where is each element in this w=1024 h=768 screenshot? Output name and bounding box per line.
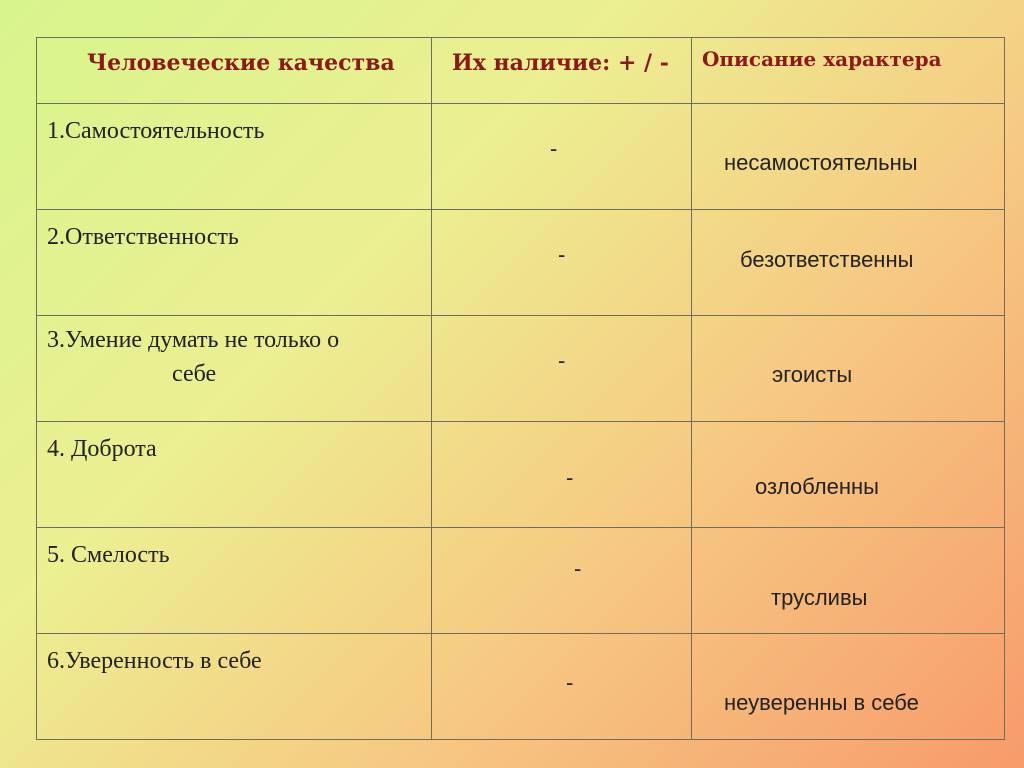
quality-cell (37, 210, 432, 316)
table-row (37, 210, 1005, 316)
quality-cell (37, 104, 432, 210)
table-row (37, 528, 1005, 634)
quality-text: 1.Самостоятельность (47, 118, 265, 144)
description-text: неуверенны в себе (724, 690, 919, 715)
description-cell (692, 422, 1005, 528)
quality-text-line: 3.Умение думать не только о (47, 327, 340, 353)
presence-text: - (558, 348, 566, 373)
description-cell (692, 104, 1005, 210)
quality-cell (37, 528, 432, 634)
presence-cell (432, 104, 692, 210)
description-cell (692, 528, 1005, 634)
presence-cell (432, 634, 692, 740)
description-text: несамостоятельны (724, 150, 918, 175)
quality-text: 4. Доброта (47, 436, 157, 462)
presence-cell (432, 528, 692, 634)
quality-text: 5. Смелость (47, 542, 170, 568)
table-header-row (37, 38, 1005, 104)
quality-text: 6.Уверенность в себе (47, 648, 262, 674)
presence-text: - (566, 465, 574, 490)
quality-text (37, 316, 431, 391)
header-presence-cell (432, 38, 692, 104)
table-row (37, 104, 1005, 210)
header-presence: Их наличие: + / - (452, 50, 669, 76)
description-cell (692, 634, 1005, 740)
description-text: озлобленны (755, 474, 879, 499)
table-row (37, 634, 1005, 740)
presence-cell (432, 422, 692, 528)
qualities-table (36, 37, 1005, 740)
header-description: Описание характера (702, 47, 942, 71)
header-quality-cell (37, 38, 432, 104)
quality-cell (37, 422, 432, 528)
table-row (37, 316, 1005, 422)
description-text: трусливы (771, 585, 868, 610)
quality-text-line: себе (172, 361, 217, 387)
description-text: безответственны (740, 247, 914, 272)
presence-text: - (558, 242, 566, 267)
presence-text: - (550, 136, 558, 161)
quality-cell (37, 316, 432, 422)
quality-cell (37, 634, 432, 740)
presence-text: - (566, 670, 574, 695)
table-row (37, 422, 1005, 528)
quality-text: 2.Ответственность (47, 224, 239, 250)
header-quality: Человеческие качества (87, 50, 395, 76)
presence-cell (432, 316, 692, 422)
description-cell (692, 210, 1005, 316)
presence-text: - (574, 556, 582, 581)
presence-cell (432, 210, 692, 316)
description-cell (692, 316, 1005, 422)
description-text: эгоисты (772, 362, 853, 387)
header-description-cell (692, 38, 1005, 104)
